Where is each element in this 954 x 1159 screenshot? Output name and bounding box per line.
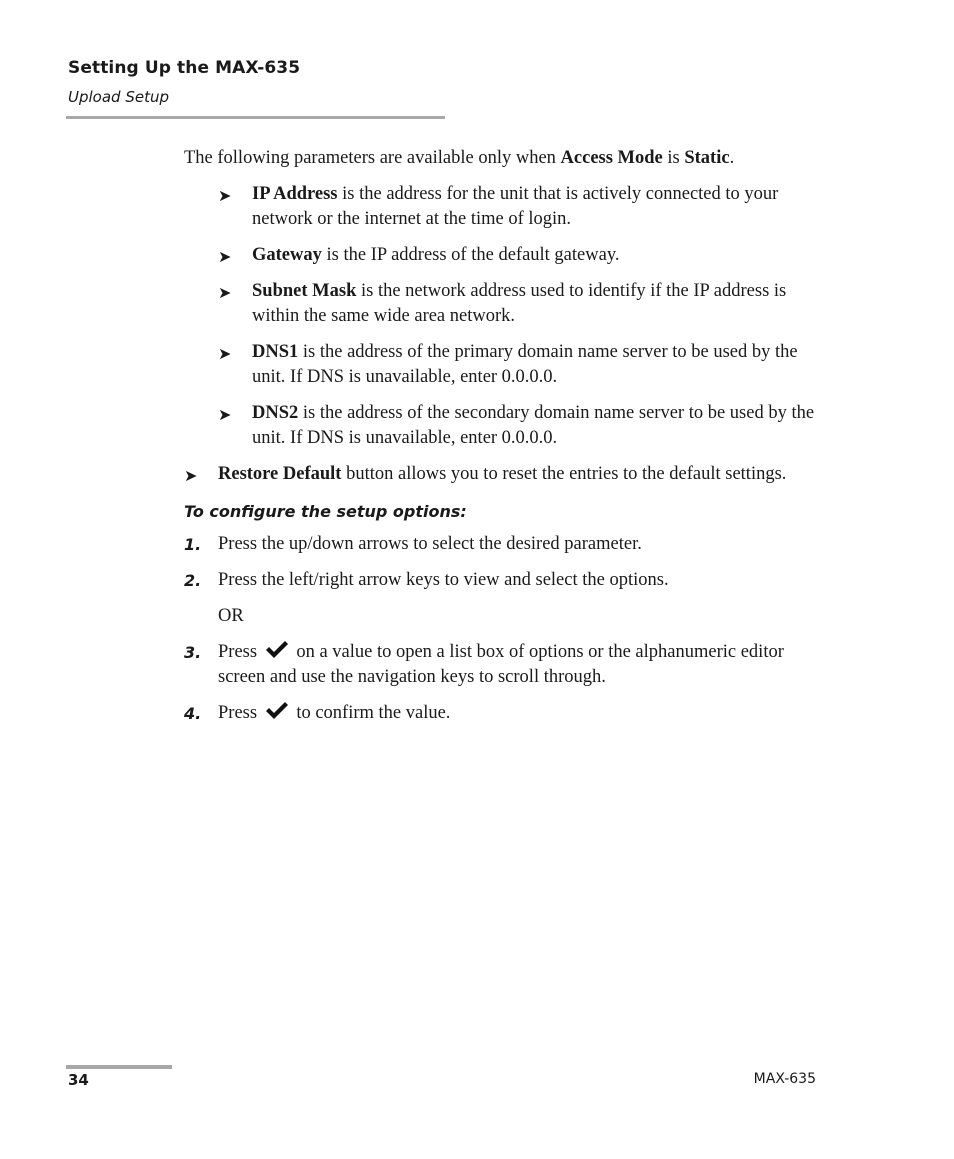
step-text: to confirm the value. [291, 703, 451, 723]
bullet-arrow-icon: ➤ [218, 247, 232, 266]
bullet-dns2 [218, 401, 824, 451]
bullet-arrow-icon: ➤ [218, 283, 232, 302]
bullet-arrow-icon: ➤ [218, 344, 232, 363]
intro-term-static: Static [684, 148, 730, 168]
bullet-text: is the network address used to identify if the IP address is within the same wide area network. [252, 281, 787, 326]
bullet-arrow-icon: ➤ [218, 405, 232, 424]
intro-text: is [662, 148, 685, 168]
bullet-subnet-mask [218, 279, 824, 329]
step-text: Press [218, 703, 262, 723]
bullet-arrow-icon: ➤ [218, 186, 232, 205]
step-number: 1. [184, 535, 202, 554]
procedure-step-1 [184, 532, 824, 557]
bullet-term: DNS1 [252, 342, 299, 362]
running-header-title: Setting Up the MAX-635 [68, 58, 301, 78]
page-number: 34 [68, 1071, 89, 1089]
checkmark-icon [264, 640, 290, 660]
running-header-subtitle: Upload Setup [68, 88, 169, 106]
bullet-arrow-icon: ➤ [184, 466, 198, 485]
step-number: 4. [184, 704, 202, 723]
bullet-text: is the address of the primary domain name server to be used by the unit. If DNS is unavailable, enter 0.0.0.0. [252, 342, 798, 387]
or-separator: OR [218, 606, 244, 626]
bullet-text: is the IP address of the default gateway. [321, 245, 620, 265]
bullet-ip-address [218, 182, 824, 232]
bullet-term: Gateway [252, 245, 322, 265]
step-number: 3. [184, 643, 202, 662]
procedure-step-2 [184, 568, 824, 593]
bullet-text: is the address of the secondary domain name server to be used by the unit. If DNS is unavailable, enter 0.0.0.0. [252, 403, 815, 448]
intro-term-access-mode: Access Mode [560, 148, 663, 168]
step-text: on a value to open a list box of options or the alphanumeric editor screen and use the navigation keys to scroll through. [218, 642, 784, 687]
checkmark-icon [264, 701, 290, 721]
step-text: Press the left/right arrow keys to view and select the options. [218, 570, 669, 590]
bullet-term: Restore Default [218, 464, 342, 484]
intro-paragraph [184, 146, 824, 171]
bullet-dns1 [218, 340, 824, 390]
step-number: 2. [184, 571, 202, 590]
page-content [184, 146, 824, 737]
step-text: Press [218, 642, 262, 662]
bullet-gateway [218, 243, 824, 268]
step-text: Press the up/down arrows to select the desired parameter. [218, 534, 642, 554]
bullet-restore-default [184, 462, 824, 487]
bullet-term: IP Address [252, 184, 338, 204]
header-rule [66, 116, 445, 119]
bullet-term: DNS2 [252, 403, 299, 423]
footer-doc-name: MAX-635 [753, 1071, 816, 1087]
procedure-title: To configure the setup options: [184, 502, 467, 521]
bullet-term: Subnet Mask [252, 281, 357, 301]
intro-text: . [729, 148, 735, 168]
footer-rule [66, 1065, 172, 1069]
procedure-step-4 [184, 701, 824, 726]
bullet-text: is the address for the unit that is actively connected to your network or the internet at the time of login. [252, 184, 779, 229]
intro-text: The following parameters are available only when [184, 148, 561, 168]
bullet-text: button allows you to reset the entries to the default settings. [341, 464, 787, 484]
procedure-step-3 [184, 640, 824, 690]
